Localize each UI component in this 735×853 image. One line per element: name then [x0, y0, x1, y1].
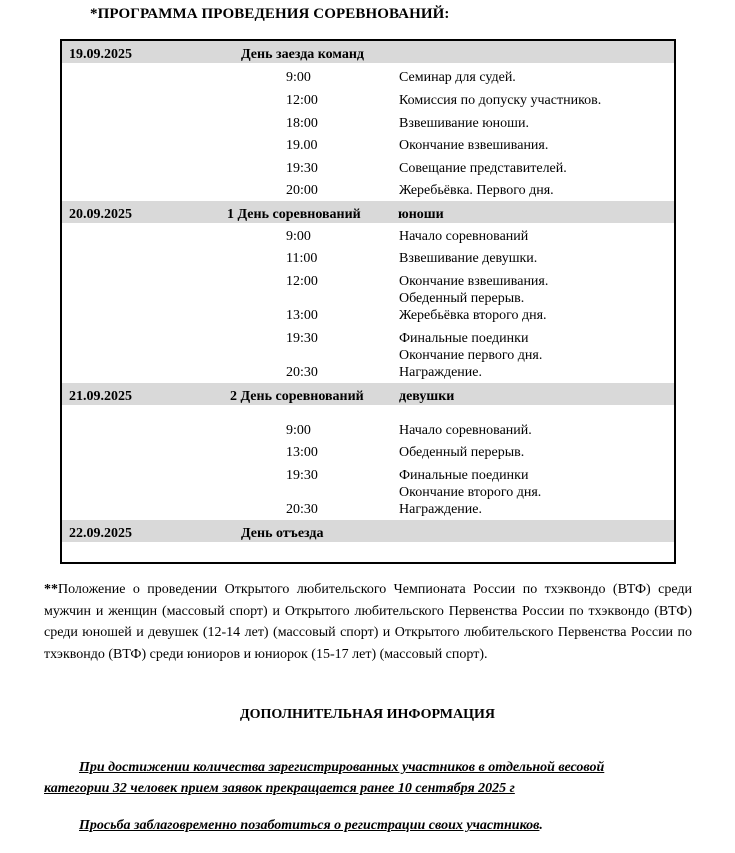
footnote-paragraph [44, 579, 692, 665]
event-desc: Совещание представителей. [399, 161, 567, 176]
event-time: 13:00 [286, 445, 318, 460]
day-header-row [62, 41, 674, 63]
event-desc: Окончание взвешивания. [399, 138, 549, 153]
event-desc: Финальные поединки [399, 331, 529, 346]
event-time: 19.00 [286, 138, 318, 153]
day-group: юноши [398, 207, 444, 222]
day-header-row [62, 201, 674, 223]
day-name: 1 День соревнований [227, 207, 361, 222]
event-time: 12:00 [286, 274, 318, 289]
event-desc: Взвешивание юноши. [399, 116, 529, 131]
day-header-row [62, 383, 674, 405]
event-desc: Окончание первого дня. [399, 348, 543, 363]
event-time: 9:00 [286, 229, 311, 244]
event-desc: Награждение. [399, 502, 482, 517]
day-group: девушки [399, 389, 455, 404]
event-time: 19:30 [286, 161, 318, 176]
event-time: 13:00 [286, 308, 318, 323]
event-desc: Окончание второго дня. [399, 485, 542, 500]
event-time: 18:00 [286, 116, 318, 131]
event-desc: Обеденный перерыв. [399, 445, 525, 460]
event-desc: Финальные поединки [399, 468, 529, 483]
registration-limit-notice [44, 757, 692, 799]
event-time: 20:30 [286, 365, 318, 380]
event-desc: Начало соревнований. [399, 423, 532, 438]
request-text: Просьба заблаговременно позаботиться о регистрации своих участников [79, 818, 540, 833]
event-time: 19:30 [286, 468, 318, 483]
event-time: 9:00 [286, 423, 311, 438]
event-time: 11:00 [286, 251, 318, 266]
event-desc: Взвешивание девушки. [399, 251, 538, 266]
day-date: 21.09.2025 [69, 389, 132, 404]
event-desc: Начало соревнований [399, 229, 529, 244]
notice-line: категории 32 человек прием заявок прекращается ранее 10 сентября 2025 г [44, 781, 515, 796]
footnote-text: Положение о проведении Открытого любительского Чемпионата России по тхэквондо (ВТФ) среди мужчин и женщин (массовый спорт) и Открытого любительского Первенства России по тхэквондо (ВТФ) среди юношей и девушек (12-14 лет) (массовый спорт) и Открытого любительского Первенства России по тхэквондо (ВТФ) среди юниоров и юниорок (15-17 лет) (массовый спорт). [44, 582, 692, 662]
additional-info-heading: ДОПОЛНИТЕЛЬНАЯ ИНФОРМАЦИЯ [240, 707, 495, 722]
program-title: *ПРОГРАММА ПРОВЕДЕНИЯ СОРЕВНОВАНИЙ: [90, 6, 450, 22]
request-end: . [539, 818, 543, 833]
notice-line: При достижении количества зарегистрированных участников в отдельной весовой [79, 760, 605, 775]
day-header-row [62, 520, 674, 542]
day-name: День заезда команд [241, 47, 364, 62]
event-time: 20:30 [286, 502, 318, 517]
registration-request [79, 817, 543, 834]
day-date: 22.09.2025 [69, 526, 132, 541]
event-time: 9:00 [286, 70, 311, 85]
day-date: 19.09.2025 [69, 47, 132, 62]
event-desc: Семинар для судей. [399, 70, 516, 85]
event-desc: Окончание взвешивания. [399, 274, 549, 289]
event-desc: Жеребьёвка второго дня. [399, 308, 547, 323]
event-desc: Жеребьёвка. Первого дня. [399, 183, 554, 198]
event-time: 12:00 [286, 93, 318, 108]
event-time: 20:00 [286, 183, 318, 198]
event-desc: Комиссия по допуску участников. [399, 93, 602, 108]
footnote-marker: ** [44, 582, 58, 597]
event-time: 19:30 [286, 331, 318, 346]
day-name: 2 День соревнований [230, 389, 364, 404]
event-desc: Награждение. [399, 365, 482, 380]
schedule-table [60, 39, 676, 564]
day-name: День отъезда [241, 526, 324, 541]
event-desc: Обеденный перерыв. [399, 291, 525, 306]
day-date: 20.09.2025 [69, 207, 132, 222]
